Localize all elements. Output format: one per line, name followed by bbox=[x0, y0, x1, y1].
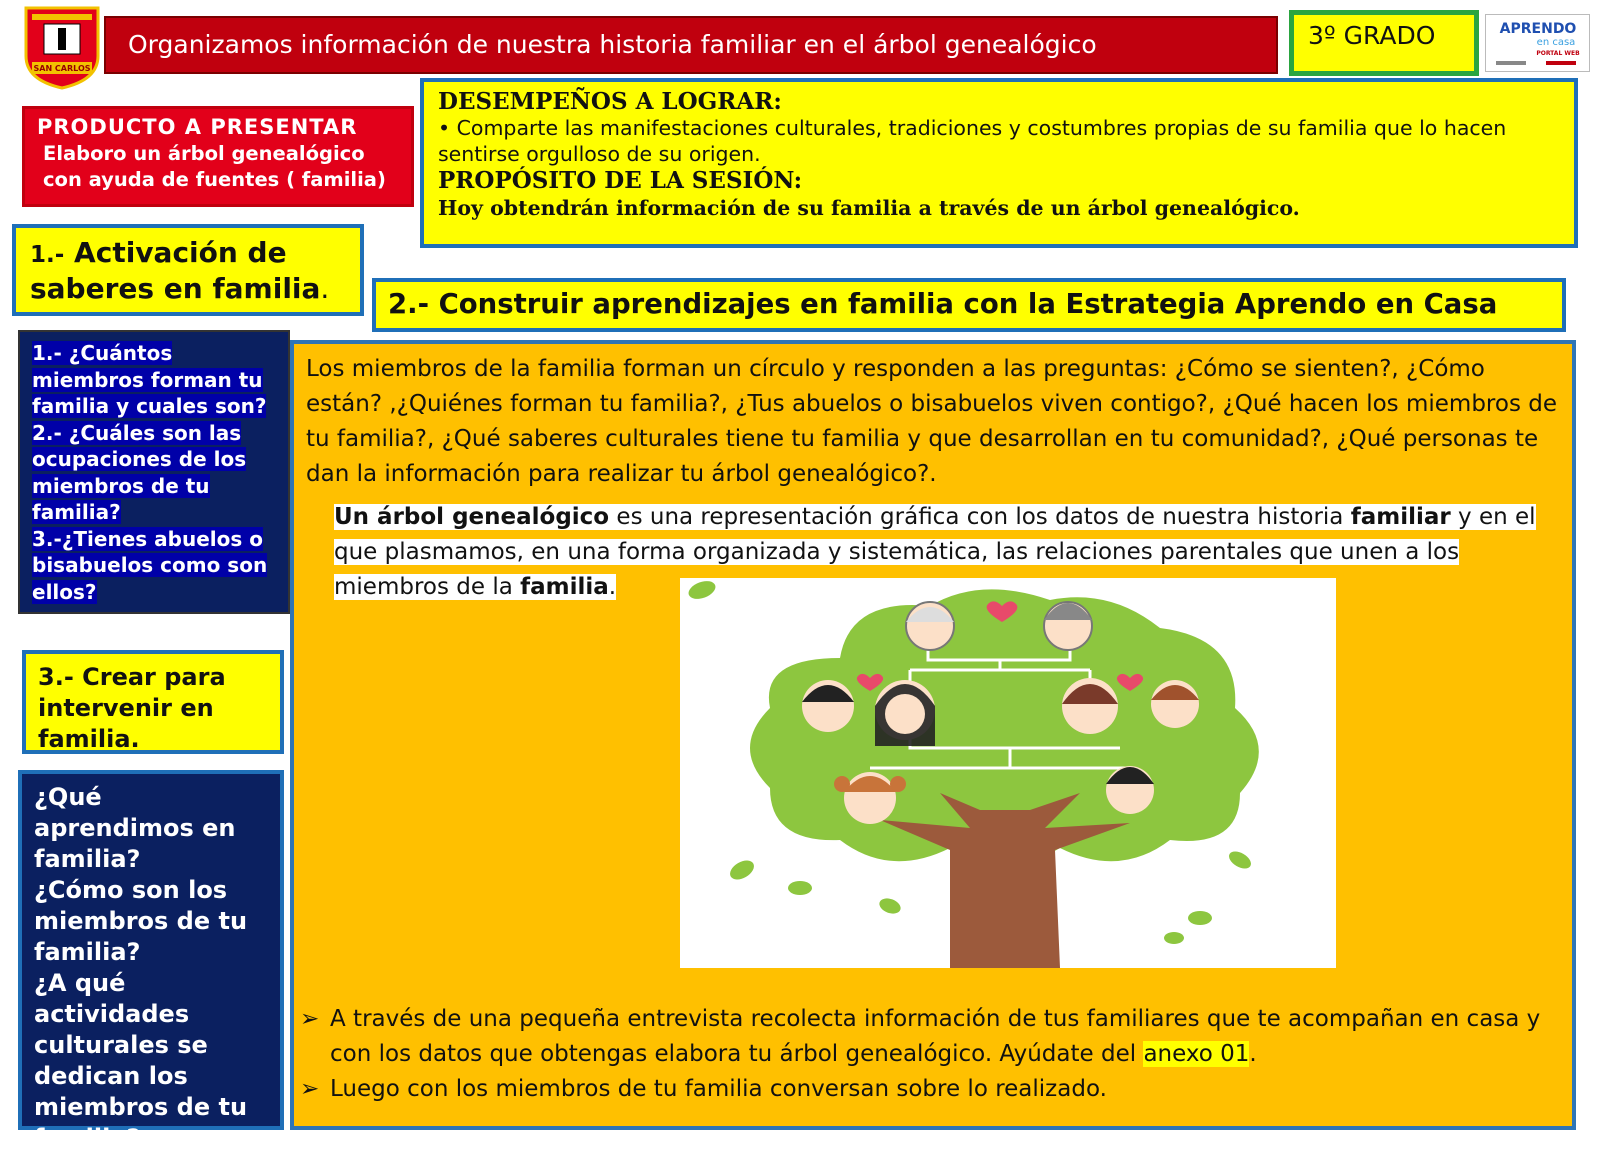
instructions-list bbox=[300, 1002, 1570, 1107]
activacion-text: Activación de saberes en familia bbox=[30, 236, 321, 305]
crear-box: 3.- Crear para intervenir en familia. bbox=[22, 650, 284, 754]
question-item: 3.-¿Tienes abuelos o bisabuelos como son ellos? bbox=[32, 526, 268, 604]
question-item: 1.- ¿Cuántos miembros forman tu familia y cuales son? bbox=[32, 341, 267, 418]
list-item: ➢ Luego con los miembros de tu familia conversan sobre lo realizado. bbox=[300, 1072, 1570, 1107]
definition-paragraph: Un árbol genealógico es una representación gráfica con los datos de nuestra historia familiar y en el que plasmamos, en una forma organizada y sistemática, las relaciones parentales que unen a los miembros de la familia. bbox=[334, 504, 1536, 600]
school-logo bbox=[22, 4, 102, 90]
page-title: Organizamos información de nuestra historia familiar en el árbol genealógico bbox=[104, 16, 1278, 74]
list-item: ➢ A través de una pequeña entrevista recolecta información de tus familiares que te acompañan en casa y con los datos que obtengas elabora tu árbol genealógico. Ayúdate del anexo 01. bbox=[300, 1002, 1570, 1072]
aprendo-logo-line2: en casa bbox=[1536, 37, 1576, 48]
questions-box-1 bbox=[18, 330, 290, 614]
family-tree-image bbox=[680, 578, 1336, 968]
question-item: ¿A qué actividades culturales se dedican los miembros de tu familia? bbox=[34, 969, 248, 1152]
proposito-heading: PROPÓSITO DE LA SESIÓN bbox=[438, 167, 794, 194]
construir-heading: 2.- Construir aprendizajes en familia con la Estrategia Aprendo en Casa bbox=[372, 278, 1566, 332]
desempenos-bullet: • Comparte las manifestaciones culturales, tradiciones y costumbres propias de su familia que lo hacen sentirse orgulloso de su origen. bbox=[438, 116, 1507, 166]
question-item: ¿Qué aprendimos en familia? bbox=[34, 783, 236, 873]
aprendo-logo-line3: PORTAL WEB bbox=[1536, 50, 1580, 57]
arrow-bullet-icon: ➢ bbox=[300, 1006, 320, 1032]
anexo-link[interactable]: anexo 01 bbox=[1143, 1041, 1250, 1067]
activacion-box bbox=[12, 224, 364, 316]
question-item: ¿Cómo son los miembros de tu familia? bbox=[34, 876, 248, 966]
aprendo-logo-line1: APRENDO bbox=[1499, 21, 1577, 37]
producto-body: Elaboro un árbol genealógico con ayuda de fuentes ( familia) bbox=[43, 142, 386, 191]
questions-box-2 bbox=[18, 770, 284, 1152]
activacion-number: 1.- bbox=[30, 242, 65, 268]
school-logo-text: SAN CARLOS bbox=[33, 64, 91, 73]
producto-box bbox=[22, 106, 414, 207]
proposito-body: Hoy obtendrán información de su familia a través de un árbol genealógico. bbox=[438, 196, 1300, 220]
question-item: 2.- ¿Cuáles son las ocupaciones de los miembros de tu familia? bbox=[32, 420, 247, 524]
activacion-end: . bbox=[320, 272, 330, 305]
producto-heading: PRODUCTO A PRESENTAR bbox=[37, 115, 358, 139]
aprendo-en-casa-logo bbox=[1485, 14, 1590, 72]
desempenos-heading: DESEMPEÑOS A LOGRAR bbox=[438, 88, 774, 115]
desempenos-box: DESEMPEÑOS A LOGRAR: • Comparte las manifestaciones culturales, tradiciones y costumbres propias de su familia que lo hacen sentirse orgulloso de su origen. PROPÓSITO DE LA SESIÓN: Hoy obtendrán información de su familia a través de un árbol genealógico. bbox=[420, 78, 1578, 248]
intro-paragraph: Los miembros de la familia forman un círculo y responden a las preguntas: ¿Cómo se sienten?, ¿Cómo están? ,¿Quiénes forman tu familia?, ¿Tus abuelos o bisabuelos viven contigo?, ¿Qué hacen los miembros de tu familia?, ¿Qué saberes culturales tiene tu familia y que desarrollan en tu comunidad?, ¿Qué personas te dan la información para realizar tu árbol genealógico?. bbox=[306, 356, 1557, 487]
arrow-bullet-icon: ➢ bbox=[300, 1076, 320, 1102]
grade-badge: 3º GRADO bbox=[1289, 10, 1479, 76]
